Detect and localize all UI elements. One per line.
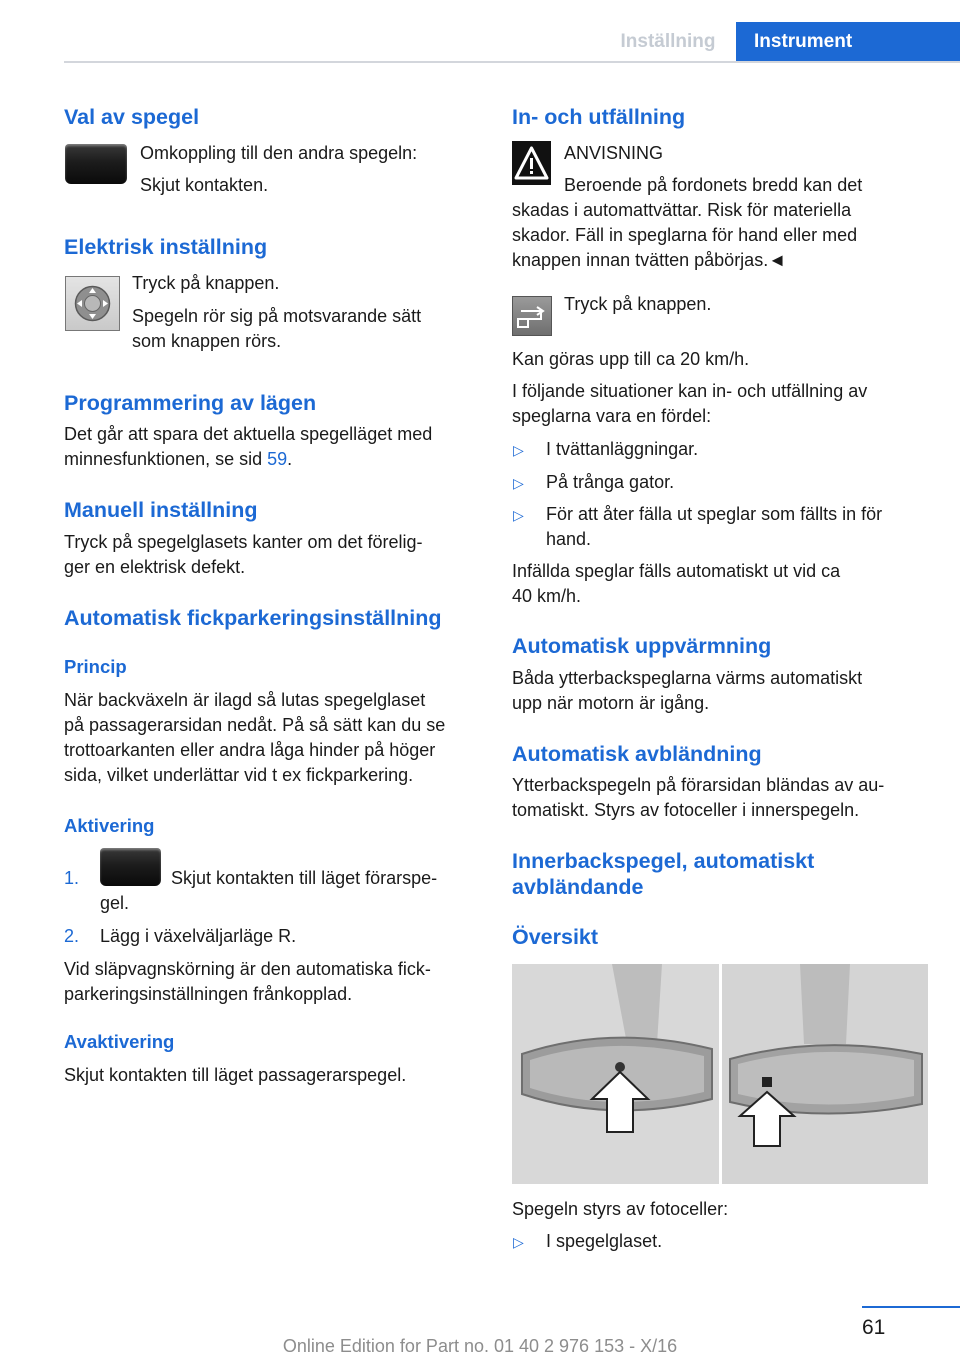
val-line1: Omkoppling till den andra spegeln: bbox=[140, 143, 418, 163]
heading-elektrisk: Elektrisk inställning bbox=[64, 235, 268, 259]
slapvagn-line1: Vid släpvagnskörning är den automatiska fick‐ bbox=[64, 959, 431, 979]
programmering-line1: Det går att spara det aktuella spegelläget med bbox=[64, 424, 433, 444]
mirror-photo-right bbox=[722, 964, 928, 1184]
header-divider bbox=[64, 61, 960, 63]
warn-line3: skador. Fäll in speglarna för hand eller med bbox=[512, 225, 858, 245]
bullet-2-text: På trånga gator. bbox=[546, 472, 675, 492]
manuell-line1: Tryck på spegelglasets kanter om det förelig‐ bbox=[64, 532, 423, 552]
slapvagn-line2: parkeringsinställningen frånkopplad. bbox=[64, 984, 353, 1004]
heading-uppvarmning: Automatisk uppvärmning bbox=[512, 634, 772, 658]
heading-avaktivering: Avaktivering bbox=[64, 1031, 175, 1052]
page-number: 61 bbox=[862, 1316, 886, 1339]
mirror-photo-left bbox=[512, 964, 719, 1184]
heading-oversikt: Översikt bbox=[512, 925, 599, 949]
heading-innerbackspegel-1: Innerbackspegel, automatiskt bbox=[512, 849, 815, 873]
val-line2: Skjut kontakten. bbox=[140, 175, 269, 195]
heading-programmering: Programmering av lägen bbox=[64, 391, 317, 415]
foljande-line2: speglarna vara en fördel: bbox=[512, 406, 712, 426]
bullet-1-text: I tvättanläggningar. bbox=[546, 439, 699, 459]
footer-edition: Online Edition for Part no. 01 40 2 976 153 - X/16 bbox=[282, 1336, 678, 1356]
heading-fickparkering: Automatisk fickparkeringsinställning bbox=[64, 606, 442, 630]
warning-icon bbox=[512, 141, 551, 185]
mirror-switch-icon bbox=[65, 144, 127, 184]
heading-innerbackspegel-2: avbländande bbox=[512, 875, 644, 899]
bullet-triangle-icon: ▷ bbox=[513, 1234, 524, 1250]
foljande-line1: I följande situationer kan in- och utfällning av bbox=[512, 381, 868, 401]
programmering-line2 bbox=[64, 447, 292, 472]
heading-manuell: Manuell inställning bbox=[64, 498, 258, 522]
warn-line2: skadas i automattvättar. Risk för materiella bbox=[512, 200, 852, 220]
princip-line4: sida, vilket underlättar vid t ex fickparkering. bbox=[64, 765, 414, 785]
page-number-rule bbox=[862, 1306, 960, 1308]
uppvarmning-line2: upp när motorn är igång. bbox=[512, 693, 710, 713]
warn-line1: Beroende på fordonets bredd kan det bbox=[564, 175, 863, 195]
kan-goras-text: Kan göras upp till ca 20 km/h. bbox=[512, 349, 750, 369]
avblandning-line2: tomatiskt. Styrs av fotoceller i innerspegeln. bbox=[512, 800, 860, 820]
elektrisk-line2: Spegeln rör sig på motsvarande sätt bbox=[132, 306, 422, 326]
mirror-switch-icon bbox=[100, 848, 161, 886]
tryck-text: Tryck på knappen. bbox=[564, 294, 712, 314]
princip-line3: trottoarkanten eller andra låga hinder på höger bbox=[64, 740, 436, 760]
heading-avblandning: Automatisk avbländning bbox=[512, 742, 762, 766]
bullet-3-text-cont: hand. bbox=[546, 529, 592, 549]
avblandning-line1: Ytterbackspegeln på förarsidan bländas av au‐ bbox=[512, 775, 885, 795]
avaktivering-text: Skjut kontakten till läget passagerarspegel. bbox=[64, 1065, 407, 1085]
tab-instrument[interactable]: Instrument bbox=[736, 22, 960, 62]
bullet-triangle-icon: ▷ bbox=[513, 442, 524, 458]
princip-line1: När backväxeln är ilagd så lutas spegelglaset bbox=[64, 690, 426, 710]
uppvarmning-line1: Båda ytterbackspeglarna värms automatiskt bbox=[512, 668, 863, 688]
caption-fotoceller: Spegeln styrs av fotoceller: bbox=[512, 1199, 729, 1219]
step-1-text: Skjut kontakten till läget förarspe‐ bbox=[171, 868, 438, 888]
bullet-triangle-icon: ▷ bbox=[513, 507, 524, 523]
bullet-spegelglaset: I spegelglaset. bbox=[546, 1231, 663, 1251]
heading-in-utfallning: In- och utfällning bbox=[512, 105, 686, 129]
page-link-59[interactable]: 59 bbox=[267, 449, 288, 469]
step-2-text: Lägg i växelväljarläge R. bbox=[100, 926, 297, 946]
heading-aktivering: Aktivering bbox=[64, 815, 155, 836]
princip-line2: på passagerarsidan nedåt. På så sätt kan du se bbox=[64, 715, 446, 735]
tab-installning[interactable]: Inställning bbox=[620, 31, 716, 52]
step-1-text-cont: gel. bbox=[100, 893, 130, 913]
fold-mirror-icon bbox=[512, 296, 552, 336]
bullet-3-text: För att åter fälla ut speglar som fällts in för bbox=[546, 504, 883, 524]
manuell-line2: ger en elektrisk defekt. bbox=[64, 557, 246, 577]
heading-princip: Princip bbox=[64, 656, 127, 677]
anvisning-label: ANVISNING bbox=[564, 143, 664, 163]
programmering-line2-end: . bbox=[287, 449, 293, 469]
step-1-number: 1. bbox=[64, 868, 80, 888]
infallda-line2: 40 km/h. bbox=[512, 586, 582, 606]
bullet-triangle-icon: ▷ bbox=[513, 475, 524, 491]
heading-val-av-spegel: Val av spegel bbox=[64, 105, 200, 129]
programmering-line2-text: minnesfunktionen, se sid bbox=[64, 449, 268, 469]
elektrisk-line3: som knappen rörs. bbox=[132, 331, 282, 351]
elektrisk-line1: Tryck på knappen. bbox=[132, 273, 280, 293]
infallda-line1: Infällda speglar fälls automatiskt ut vid ca bbox=[512, 561, 841, 581]
joystick-icon bbox=[65, 276, 120, 331]
step-2-number: 2. bbox=[64, 926, 80, 946]
warn-line4: knappen innan tvätten påbörjas.◄ bbox=[512, 250, 787, 270]
